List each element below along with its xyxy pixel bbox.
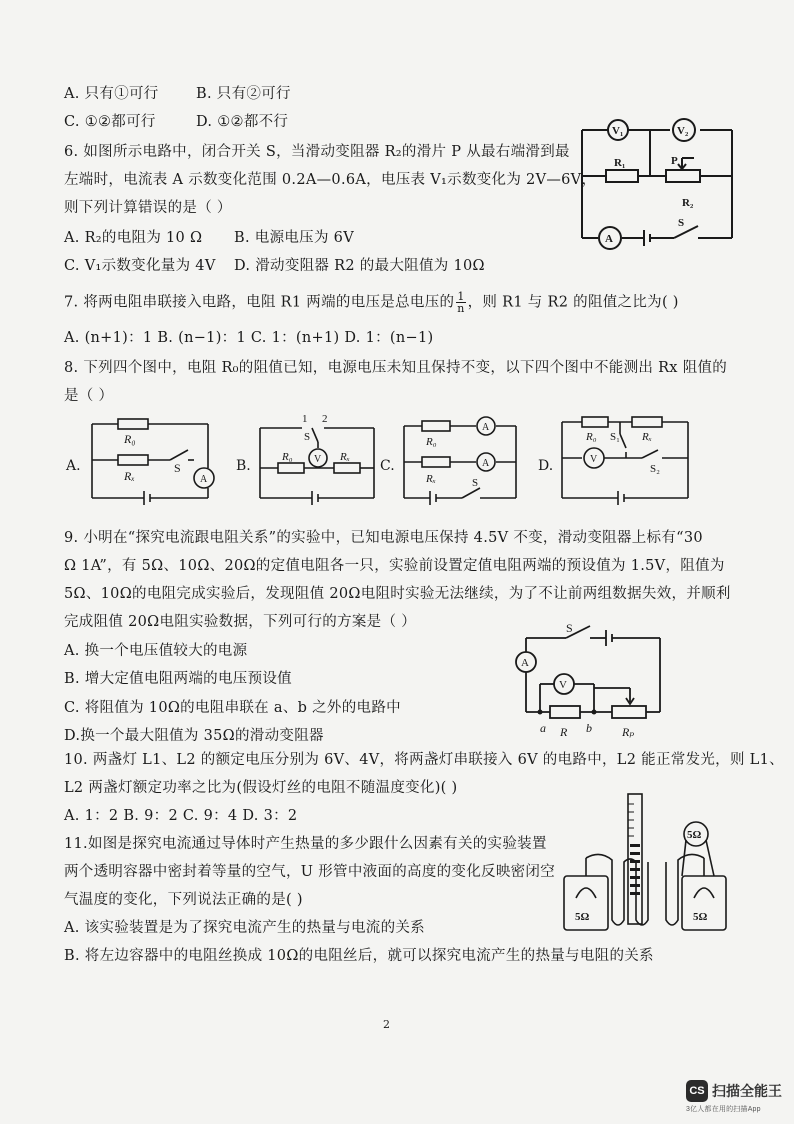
q7-stem — [64, 291, 679, 314]
q5-option-b: B. 只有②可行 — [196, 86, 291, 102]
q8-figure-a — [84, 410, 224, 510]
q9-stem-line-4: 完成阻值 20Ω电阻实验数据，下列可行的方案是（ ） — [64, 614, 416, 630]
q10-options: A. 1：2 B. 9：2 C. 9：4 D. 3：2 — [64, 808, 298, 824]
q8a-ammeter: A — [200, 474, 208, 485]
camscanner-name: 扫描全能王 — [712, 1083, 782, 1099]
q6-fig-v1: V₁ — [612, 125, 624, 137]
q5-option-a: A. 只有①可行 — [64, 86, 159, 102]
q7-options: A. (n+1)：1 B. (n−1)：1 C. 1：(n+1) D. 1：(n−1) — [64, 330, 434, 346]
q8c-rx: Rₓ — [426, 473, 436, 485]
q8b-s: S — [304, 431, 311, 443]
q6-option-a: A. R₂的电阻为 10 Ω — [64, 230, 203, 246]
q8b-r0: R₀ — [282, 451, 293, 463]
q8c-ammeter-1: A — [482, 422, 490, 433]
q11-fig-left-resistor: 5Ω — [575, 911, 590, 923]
q9-option-c: C. 将阻值为 10Ω的电阻串联在 a、b 之外的电路中 — [64, 700, 401, 716]
q7-fraction-numerator: 1 — [457, 290, 465, 303]
q8c-s: S — [472, 477, 479, 489]
q8-label-a: A. — [66, 458, 81, 474]
q6-option-b: B. 电源电压为 6V — [234, 230, 354, 246]
q6-option-d: D. 滑动变阻器 R2 的最大阻值为 10Ω — [234, 258, 485, 274]
q7-fraction-denominator: n — [457, 302, 465, 315]
q8-stem-line-1: 8. 下列四个图中，电阻 R₀的阻值已知，电源电压未知且保持不变，以下四个图中不能测出 Rx 阻值的 — [64, 360, 728, 376]
q9-fig-ammeter: A — [521, 657, 529, 669]
q9-option-d: D.换一个最大阻值为 35Ω的滑动变阻器 — [64, 728, 324, 744]
q6-fig-r1: R₁ — [614, 157, 626, 169]
q11-option-a: A. 该实验装置是为了探究电流产生的热量与电流的关系 — [64, 920, 425, 936]
q9-stem-line-2: Ω 1A”，有 5Ω、10Ω、20Ω的定值电阻各一只，实验前设置定值电阻两端的预设值为 1.5V，阻值为 — [64, 558, 725, 574]
q7-fraction — [456, 291, 465, 314]
camscanner-tagline: 3亿人都在用的扫描App — [686, 1106, 761, 1113]
q6-fig-r2: R₂ — [682, 197, 694, 209]
q6-fig-p: P — [671, 155, 678, 167]
resistor-r1 — [606, 170, 638, 182]
q11-fig-top-resistor: 5Ω — [687, 829, 702, 841]
q9-fig-rp: Rₚ — [622, 725, 635, 739]
q6-circuit-figure — [574, 118, 746, 260]
q8b-2: 2 — [322, 413, 328, 425]
q8-figure-b — [252, 410, 382, 510]
q8-label-b: B. — [236, 458, 251, 474]
q8b-1: 1 — [302, 413, 308, 425]
page-number: 2 — [383, 1018, 390, 1031]
q8b-rx: Rₓ — [340, 451, 350, 463]
q9-circuit-figure — [510, 614, 672, 742]
q8-label-c: C. — [380, 458, 395, 474]
q9-option-a: A. 换一个电压值较大的电源 — [64, 643, 248, 659]
q11-stem-line-3: 气温度的变化，下列说法正确的是( ) — [64, 892, 303, 908]
q8d-voltmeter: V — [590, 454, 598, 465]
camscanner-logo-icon: CS — [686, 1080, 708, 1102]
q6-fig-a: A — [605, 233, 613, 245]
q9-fig-b: b — [586, 721, 592, 735]
q6-option-c: C. V₁示数变化量为 4V — [64, 258, 216, 274]
q9-fig-voltmeter: V — [559, 679, 567, 691]
q10-stem-line-2: L2 两盏灯额定功率之比为(假设灯丝的电阻不随温度变化)( ) — [64, 780, 458, 796]
q5-option-d: D. ①②都不行 — [196, 114, 289, 130]
q8d-r0: R₀ — [586, 431, 597, 443]
q8d-s1: S₁ — [610, 431, 620, 443]
q7-stem-before: 7. 将两电阻串联接入电路，电阻 R1 两端的电压是总电压的 — [64, 294, 455, 311]
q11-fig-right-resistor: 5Ω — [693, 911, 708, 923]
q6-stem-line-1: 6. 如图所示电路中，闭合开关 S，当滑动变阻器 R₂的滑片 P 从最右端滑到最 — [64, 144, 570, 160]
q8c-ammeter-2: A — [482, 458, 490, 469]
q8a-rx: Rₓ — [124, 469, 135, 483]
q8d-s2: S₂ — [650, 463, 660, 475]
q6-stem-line-3: 则下列计算错误的是（ ） — [64, 200, 232, 216]
q8-figure-c — [396, 410, 526, 510]
q9-option-b: B. 增大定值电阻两端的电压预设值 — [64, 671, 292, 687]
q10-stem-line-1: 10. 两盏灯 L1、L2 的额定电压分别为 6V、4V，将两盏灯串联接入 6V 的电路中，L2 能正常发光，则 L1、 — [64, 752, 784, 768]
q5-option-c: C. ①②都可行 — [64, 114, 156, 130]
q7-stem-after: ，则 R1 与 R2 的阻值之比为( ) — [467, 294, 679, 311]
q6-stem-line-2: 左端时，电流表 A 示数变化范围 0.2A—0.6A，电压表 V₁示数变化为 2V—6V， — [64, 172, 597, 188]
q6-fig-v2: V₂ — [677, 125, 689, 137]
q9-fig-s: S — [566, 621, 573, 635]
rheostat-r2 — [666, 170, 700, 182]
q8a-s: S — [174, 461, 181, 475]
q11-stem-line-2: 两个透明容器中密封着等量的空气，U 形管中液面的高度的变化反映密闭空 — [64, 864, 556, 880]
q8c-r0: R₀ — [426, 436, 437, 448]
q9-fig-a: a — [540, 721, 546, 735]
q8-label-d: D. — [538, 458, 554, 474]
q8b-voltmeter: V — [314, 454, 322, 465]
q11-option-b: B. 将左边容器中的电阻丝换成 10Ω的电阻丝后，就可以探究电流产生的热量与电阻的关系 — [64, 948, 654, 964]
q11-stem-line-1: 11.如图是探究电流通过导体时产生热量的多少跟什么因素有关的实验装置 — [64, 836, 547, 852]
q9-fig-r: R — [560, 725, 568, 739]
q8-figure-d — [554, 410, 698, 510]
q8-stem-line-2: 是（ ） — [64, 388, 114, 404]
q8d-rx: Rₓ — [642, 431, 652, 443]
q6-fig-s: S — [678, 217, 685, 229]
q9-stem-line-3: 5Ω、10Ω的电阻完成实验后，发现阻值 20Ω电阻时实验无法继续，为了不让前两组数据失效，并顺利 — [64, 586, 731, 602]
q11-apparatus-figure — [556, 790, 736, 938]
q9-stem-line-1: 9. 小明在“探究电流跟电阻关系”的实验中，已知电源电压保持 4.5V 不变，滑动变阻器上标有“30 — [64, 530, 703, 546]
q8a-r0: R₀ — [124, 432, 136, 446]
